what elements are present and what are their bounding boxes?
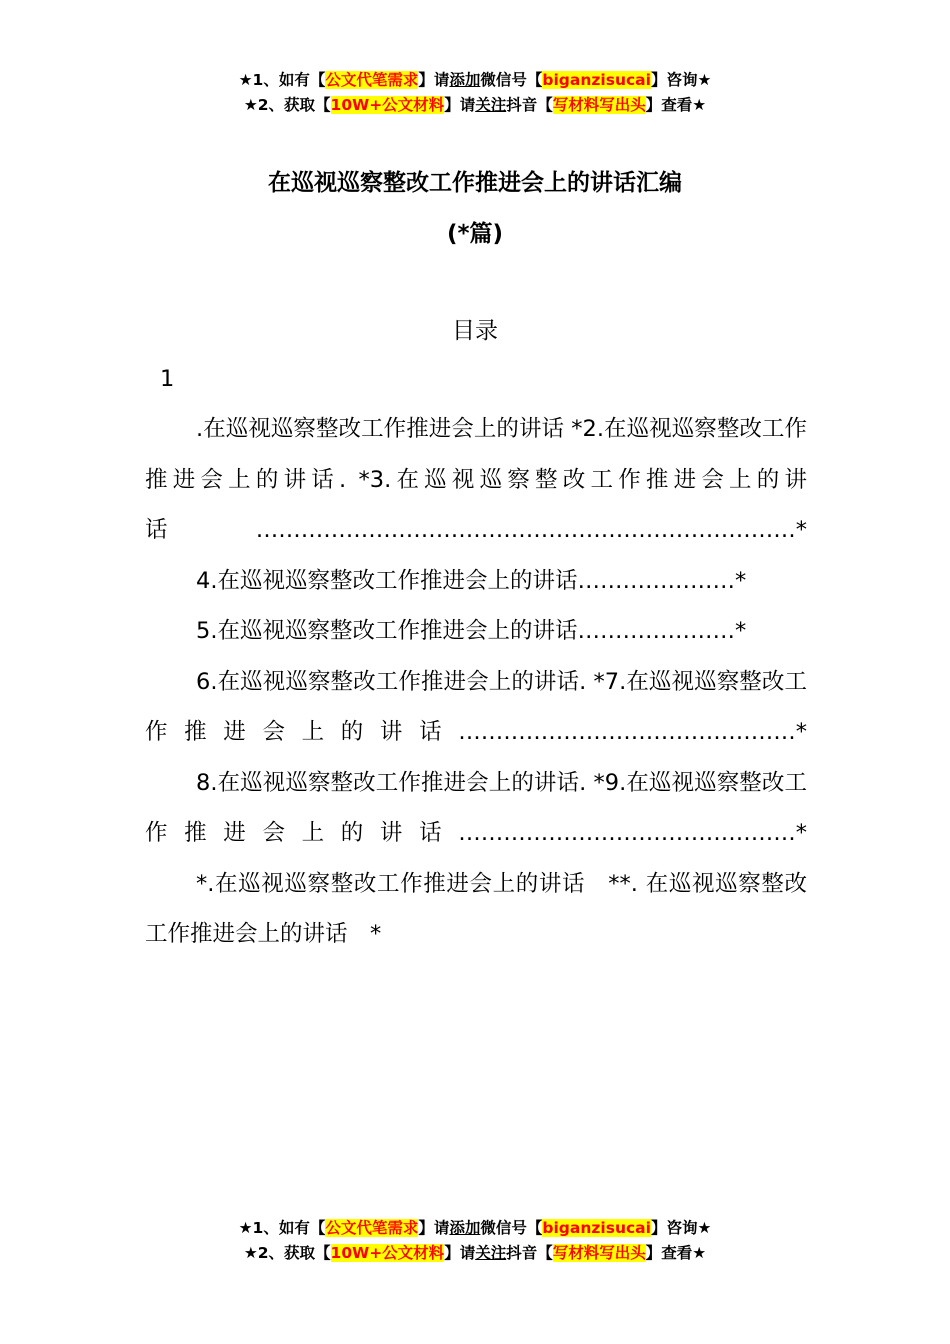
- banner-underline-add: 添加: [449, 71, 481, 89]
- banner-text: 】请: [444, 1244, 476, 1262]
- toc-entry: 4.在巡视巡察整改工作推进会上的讲话…………………*: [196, 567, 747, 594]
- toc-entry: 8.在巡视巡察整改工作推进会上的讲话. *9.在巡视巡察整改工作推进会上的讲话………………………………………*: [145, 769, 807, 846]
- banner-text: 微信号【: [480, 1219, 543, 1237]
- toc-entry: 6.在巡视巡察整改工作推进会上的讲话. *7.在巡视巡察整改工作推进会上的讲话………………………………………*: [145, 668, 807, 745]
- banner-text: 抖音【: [506, 96, 553, 114]
- banner-text: 】咨询★: [650, 1219, 712, 1237]
- banner-text: ★2、获取【: [243, 96, 331, 114]
- header-banner: [0, 68, 950, 118]
- banner-highlight-materials: 10W+公文材料: [330, 1244, 445, 1262]
- banner-highlight-service: 公文代笔需求: [325, 71, 419, 89]
- banner-text: 】请: [444, 96, 476, 114]
- document-title: 在巡视巡察整改工作推进会上的讲话汇编: [268, 170, 682, 196]
- toc-entry: 5.在巡视巡察整改工作推进会上的讲话…………………*: [196, 618, 747, 644]
- banner-highlight-account: 写材料写出头: [552, 96, 646, 114]
- banner-text: 】请: [418, 1219, 450, 1237]
- banner-text: ★1、如有【: [238, 71, 326, 89]
- banner-highlight-wechat-id: biganzisucai: [542, 1219, 651, 1237]
- banner-underline-add: 添加: [449, 1219, 481, 1237]
- banner-text: 】查看★: [645, 1244, 707, 1262]
- toc-number: 1: [160, 366, 175, 392]
- footer-banner: [0, 1216, 950, 1266]
- toc-entry: .在巡视巡察整改工作推进会上的讲话 *2.在巡视巡察整改工作推进会上的讲话. *3.在巡视巡察整改工作推进会上的讲话………………………………………………………………*: [145, 416, 807, 543]
- banner-highlight-materials: 10W+公文材料: [330, 96, 445, 114]
- banner-underline-follow: 关注: [475, 96, 507, 114]
- banner-text: 】查看★: [645, 96, 707, 114]
- banner-text: ★2、获取【: [243, 1244, 331, 1262]
- banner-underline-follow: 关注: [475, 1244, 507, 1262]
- toc-list: [145, 404, 807, 960]
- banner-line-2: [0, 93, 950, 118]
- banner-text: ★1、如有【: [238, 1219, 326, 1237]
- banner-text: 抖音【: [506, 1244, 553, 1262]
- banner-highlight-service: 公文代笔需求: [325, 1219, 419, 1237]
- toc-heading: 目录: [452, 318, 498, 344]
- banner-line-1: [0, 68, 950, 93]
- banner-text: 】请: [418, 71, 450, 89]
- banner-text: 】咨询★: [650, 71, 712, 89]
- banner-highlight-account: 写材料写出头: [552, 1244, 646, 1262]
- toc-entry: *.在巡视巡察整改工作推进会上的讲话 **. 在巡视巡察整改工作推进会上的讲话 *: [145, 870, 807, 947]
- document-subtitle: (*篇): [446, 221, 504, 247]
- banner-highlight-wechat-id: biganzisucai: [542, 71, 651, 89]
- banner-line-2: [0, 1241, 950, 1266]
- banner-text: 微信号【: [480, 71, 543, 89]
- banner-line-1: [0, 1216, 950, 1241]
